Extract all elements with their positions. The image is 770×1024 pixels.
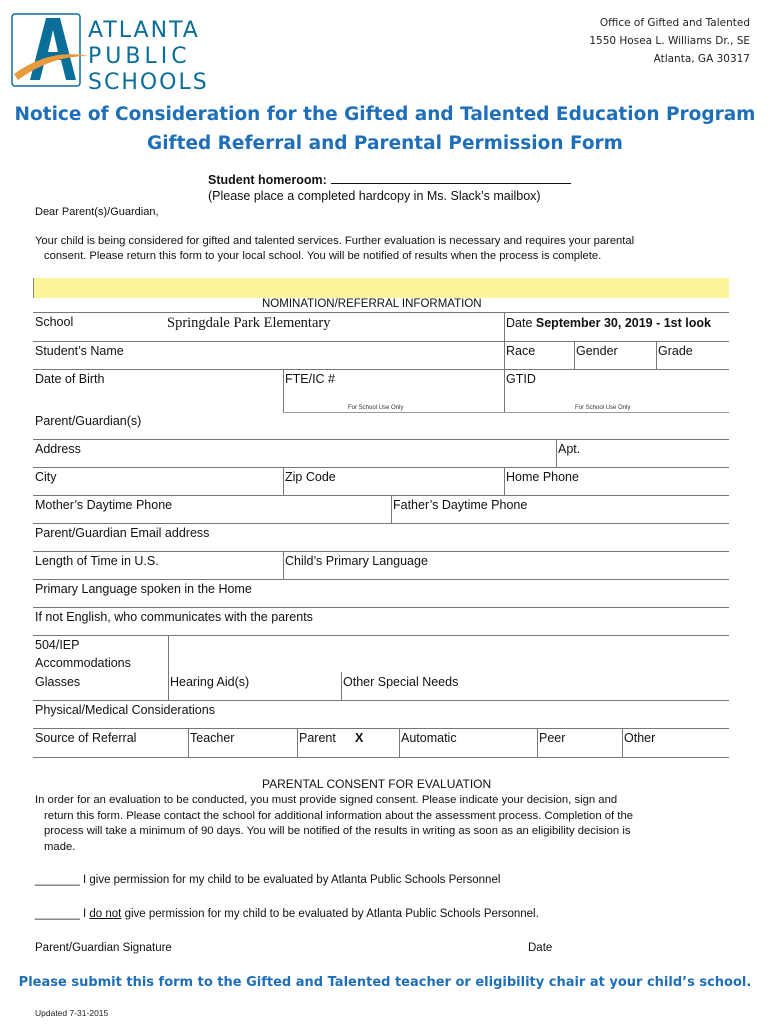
date-field[interactable] xyxy=(506,316,711,330)
highlight-bar xyxy=(33,278,729,298)
col-divider xyxy=(283,551,284,579)
col-divider xyxy=(622,728,623,757)
school-label: School xyxy=(35,315,74,329)
email-label: Parent/Guardian Email address xyxy=(35,526,210,540)
school-use-line xyxy=(504,412,729,413)
row-divider xyxy=(33,579,729,580)
row-divider xyxy=(33,495,729,496)
consent-paragraph: In order for an evaluation to be conducted, you must provide signed consent. Please indicate your decision, sign and return this form. Please contact the school for additional information about the assessment process. Completion of the process will take a minimum of 90 days. You will be notified of the results in writing as soon as an eligibility decision is made. xyxy=(35,794,634,853)
zip-label: Zip Code xyxy=(285,470,336,484)
col-divider xyxy=(399,728,400,757)
col-divider xyxy=(297,728,298,757)
special-needs-label: Other Special Needs xyxy=(343,675,459,689)
homeroom-blank[interactable] xyxy=(331,172,571,184)
father-phone-label: Father’s Daytime Phone xyxy=(393,498,528,512)
home-language-label: Primary Language spoken in the Home xyxy=(35,582,252,596)
physical-label: Physical/Medical Considerations xyxy=(35,703,215,717)
dob-label: Date of Birth xyxy=(35,372,105,386)
length-us-label: Length of Time in U.S. xyxy=(35,554,159,568)
col-divider xyxy=(341,672,342,700)
row-divider xyxy=(33,369,729,370)
col-divider xyxy=(574,341,575,369)
row-divider xyxy=(33,635,729,636)
office-name: Office of Gifted and Talented xyxy=(599,17,750,29)
parent-guardian-label: Parent/Guardian(s) xyxy=(35,414,142,428)
parent-checkmark: X xyxy=(355,731,364,745)
row-divider xyxy=(33,757,729,758)
address-label: Address xyxy=(35,442,81,456)
home-phone-label: Home Phone xyxy=(506,470,579,484)
permission-blank[interactable]: _______ xyxy=(35,908,80,920)
gtid-label: GTID xyxy=(506,372,536,386)
salutation: Dear Parent(s)/Guardian, xyxy=(35,206,159,218)
updated-date: Updated 7-31-2015 xyxy=(35,1008,109,1018)
apt-label: Apt. xyxy=(558,442,581,456)
iep-label: 504/IEP xyxy=(35,638,80,652)
office-address xyxy=(589,14,750,68)
col-divider xyxy=(283,369,284,412)
col-divider xyxy=(283,467,284,495)
row-divider xyxy=(33,439,729,440)
signature-label: Parent/Guardian Signature xyxy=(35,942,172,954)
page-title: Notice of Consideration for the Gifted and Talented Education Program xyxy=(14,104,756,125)
page-subtitle: Gifted Referral and Parental Permission Form xyxy=(147,133,623,154)
col-divider xyxy=(188,728,189,757)
col-divider xyxy=(504,341,505,412)
col-divider xyxy=(556,439,557,467)
col-divider xyxy=(656,341,657,369)
col-divider xyxy=(504,312,505,341)
office-city: Atlanta, GA 30317 xyxy=(653,53,750,65)
student-name-label: Student’s Name xyxy=(35,344,124,358)
row-divider xyxy=(33,467,729,468)
other-option[interactable]: Other xyxy=(624,731,656,745)
homeroom-field[interactable] xyxy=(208,172,571,187)
city-label: City xyxy=(35,470,57,484)
communicates-label: If not English, who communicates with the parents xyxy=(35,610,313,624)
row-divider xyxy=(33,607,729,608)
do-not-emphasis: do not xyxy=(89,908,122,920)
school-use-note: For School Use Only xyxy=(575,405,631,411)
row-divider xyxy=(33,551,729,552)
fte-label: FTE/IC # xyxy=(285,372,336,386)
glasses-label: Glasses xyxy=(35,675,81,689)
race-label: Race xyxy=(506,344,536,358)
primary-language-label: Child’s Primary Language xyxy=(285,554,428,568)
permission-blank[interactable]: _______ xyxy=(35,874,80,886)
consent-heading: PARENTAL CONSENT FOR EVALUATION xyxy=(262,777,492,791)
gender-label: Gender xyxy=(576,344,618,358)
hearing-aid-label: Hearing Aid(s) xyxy=(170,675,250,689)
aps-logo xyxy=(10,8,215,94)
peer-option[interactable]: Peer xyxy=(539,731,566,745)
school-use-note: For School Use Only xyxy=(348,405,404,411)
col-divider xyxy=(391,495,392,523)
col-divider xyxy=(537,728,538,757)
nomination-heading: NOMINATION/REFERRAL INFORMATION xyxy=(262,298,482,310)
intro-paragraph: Your child is being considered for gifted and talented services. Further evaluation is necessary and requires your parental consent. Please return this form to your local school. You will be notified of results when the process is complete. xyxy=(35,235,635,262)
row-divider xyxy=(33,341,729,342)
parent-option[interactable]: Parent xyxy=(299,731,336,745)
grade-label: Grade xyxy=(658,344,693,358)
deny-permission-text: give permission for my child to be evaluated by Atlanta Public Schools Personnel. xyxy=(124,908,539,920)
row-divider xyxy=(33,312,729,313)
date-value: September 30, 2019 - 1st look xyxy=(535,316,711,330)
give-permission-text: I give permission for my child to be evaluated by Atlanta Public Schools Personnel xyxy=(82,874,501,886)
automatic-option[interactable]: Automatic xyxy=(401,731,457,745)
row-divider xyxy=(33,700,729,701)
give-permission-option[interactable] xyxy=(35,874,500,886)
aps-logo-mark-icon xyxy=(10,8,90,92)
submit-instructions: Please submit this form to the Gifted and Talented teacher or eligibility chair at your child’s school. xyxy=(18,975,752,990)
homeroom-note: (Please place a completed hardcopy in Ms. Slack’s mailbox) xyxy=(208,189,541,203)
office-street: 1550 Hosea L. Williams Dr., SE xyxy=(589,35,750,47)
school-value[interactable]: Springdale Park Elementary xyxy=(167,315,331,331)
teacher-option[interactable]: Teacher xyxy=(190,731,235,745)
col-divider xyxy=(168,635,169,700)
source-label: Source of Referral xyxy=(35,731,137,745)
col-divider xyxy=(504,467,505,495)
deny-permission-option[interactable]: _______ I do not give permission for my child to be evaluated by Atlanta Public Schools Personnel. xyxy=(35,908,539,920)
signature-date-label: Date xyxy=(528,942,553,954)
row-divider xyxy=(33,728,729,729)
homeroom-label: Student homeroom: xyxy=(208,173,327,187)
row-divider xyxy=(33,523,729,524)
accommodations-label: Accommodations xyxy=(35,656,131,670)
date-label: Date xyxy=(506,316,533,330)
mother-phone-label: Mother’s Daytime Phone xyxy=(35,498,173,512)
logo-wordmark: ATLANTA PUBLIC SCHOOLS xyxy=(88,18,209,95)
school-use-line xyxy=(283,412,504,413)
